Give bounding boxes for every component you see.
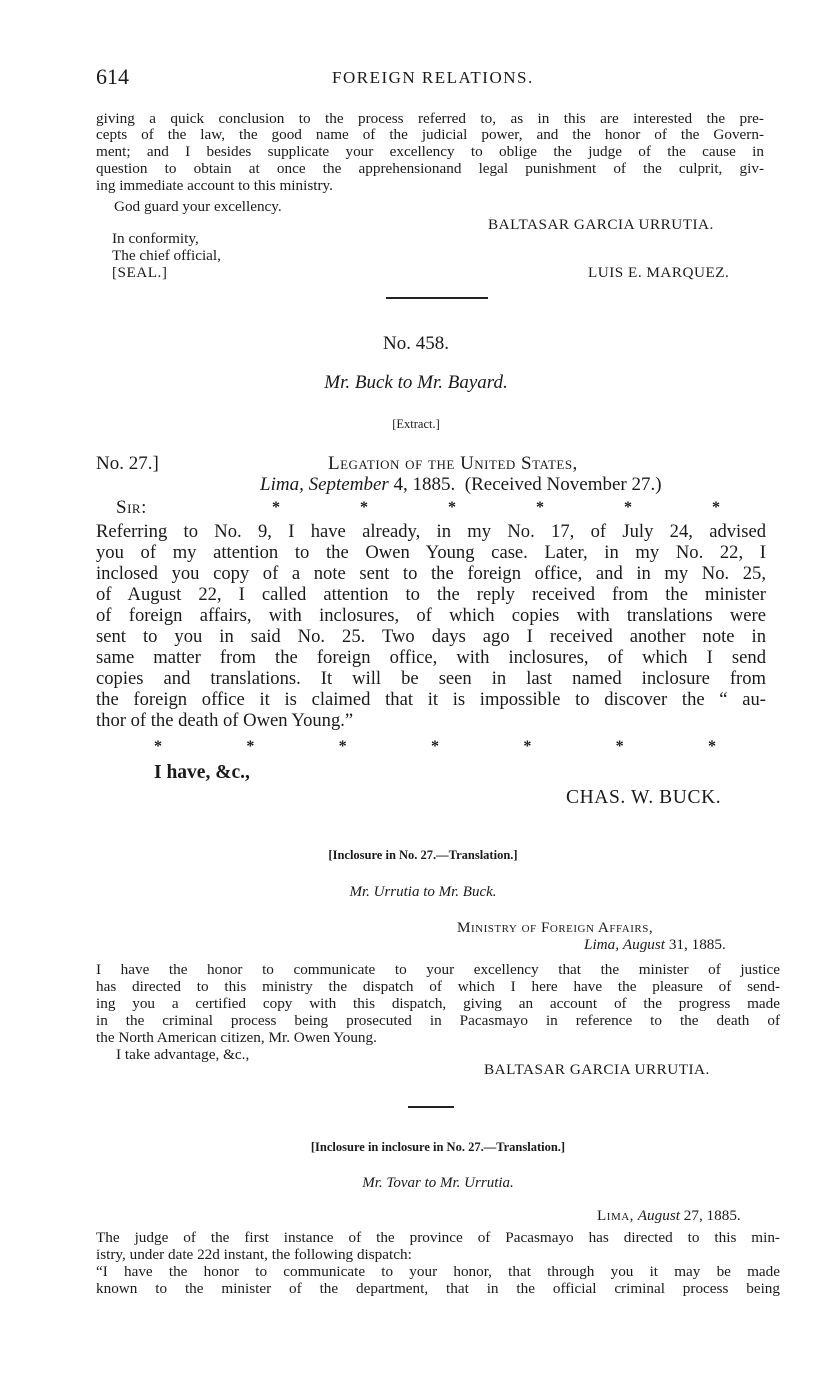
ellipsis-star: * (712, 499, 720, 516)
ellipsis-star: * (154, 738, 162, 755)
inclosure-2-dateline (597, 1207, 741, 1224)
body-line-9: the foreign office it is claimed that it is impossible to discover the “ au- (96, 689, 766, 710)
inclosure-1-heading: Mr. Urrutia to Mr. Buck. (349, 884, 497, 900)
ellipsis-star: * (523, 738, 532, 755)
dateline-place: Lima, (260, 474, 304, 495)
inclosure-2-quote-1: “I have the honor to communicate to your honor, that through you it may be made (96, 1263, 780, 1280)
dispatch-dateline (260, 474, 662, 496)
extract-label: [Extract.] (392, 417, 440, 431)
top-letter-line-4: question to obtain at once the apprehensionand legal punishment of the culprit, giv- (96, 160, 764, 177)
inclosure-1-line-3: ing you a certified copy with this dispatch, giving an account of the progress made (96, 995, 780, 1012)
attest-signature: LUIS E. MARQUEZ. (588, 264, 730, 281)
ellipsis-star: * (360, 499, 368, 516)
ellipsis-star: * (615, 738, 624, 755)
top-letter-signature: BALTASAR GARCIA URRUTIA. (488, 216, 714, 233)
inclosure-1-line-1: I have the honor to communicate to your excellency that the minister of justice (96, 961, 780, 978)
dispatch-closing: I have, &c., (154, 762, 250, 783)
inclosure-1-place: Lima, (584, 936, 620, 953)
inclosure-2-day-year: 27, 1885. (683, 1207, 741, 1224)
attest-chief-official: The chief official, (112, 247, 221, 264)
ellipsis-star: * (448, 499, 456, 516)
ellipsis-star: * (707, 738, 716, 755)
ellipsis-star: * (272, 499, 280, 516)
seal-mark: [SEAL.] (112, 264, 168, 281)
dateline-day-year: 4, 1885. (393, 474, 456, 495)
inclosure-2-quote-2: known to the minister of the department, that in the official criminal process being (96, 1280, 780, 1297)
body-line-7: same matter from the foreign office, with inclosures, of which I send (96, 647, 766, 668)
inclosure-2-label: [Inclosure in inclosure in No. 27.—Translation.] (310, 1140, 566, 1154)
inclosure-1-closing: I take advantage, &c., (116, 1046, 250, 1063)
body-line-2: you of my attention to the Owen Young case. Later, in my No. 22, I (96, 542, 766, 563)
ellipsis-star: * (338, 738, 347, 755)
body-line-3: inclosed you copy of a note sent to the foreign office, and in my No. 25, (96, 563, 766, 584)
body-last-line: thor of the death of Owen Young.” (96, 710, 354, 731)
document-number: No. 458. (383, 333, 449, 354)
inclosure-1-line-4: in the criminal process being prosecuted in Pacasmayo in reference to the death of (96, 1012, 780, 1029)
top-letter-line-3: ment; and I besides supplicate your excellency to oblige the judge of the cause in (96, 143, 764, 160)
top-letter-line-1: giving a quick conclusion to the process referred to, as in this are interested the pre- (96, 110, 764, 127)
body-line-6: sent to you in said No. 25. Two days ago I received another note in (96, 626, 766, 647)
page-number: 614 (96, 64, 129, 89)
inclosure-1-ministry: Ministry of Foreign Affairs, (457, 919, 654, 936)
inclosure-2-line-1: The judge of the first instance of the province of Pacasmayo has directed to this min- (96, 1229, 780, 1246)
ellipsis-star: * (246, 738, 255, 755)
salutation: Sir: (116, 497, 147, 518)
ellipsis-stars-closing (154, 738, 716, 756)
inclosure-1-dateline (584, 936, 726, 953)
inclosure-1-label: [Inclosure in No. 27.—Translation.] (328, 848, 518, 862)
inclosure-1-month: August (622, 936, 666, 953)
running-title: FOREIGN RELATIONS. (332, 68, 534, 87)
inclosure-1-line-2: has directed to this ministry the dispatch of which I here have the pleasure of send- (96, 978, 780, 995)
dispatch-number: No. 27.] (96, 453, 159, 474)
inclosure-2-place: Lima, (597, 1207, 634, 1224)
body-line-5: of foreign affairs, with inclosures, of which copies with translations were (96, 605, 766, 626)
inclosure-2-month: August (637, 1207, 680, 1224)
inclosure-1-day-year: 31, 1885. (668, 936, 726, 953)
inclosure-2-line-2: istry, under date 22d instant, the following dispatch: (96, 1246, 412, 1263)
ellipsis-star: * (536, 499, 544, 516)
section-divider-2 (408, 1106, 454, 1108)
inclosure-2-heading: Mr. Tovar to Mr. Urrutia. (362, 1175, 514, 1191)
ellipsis-stars-opening (272, 499, 720, 517)
legation-heading: Legation of the United States, (328, 453, 578, 474)
attest-conformity: In conformity, (112, 230, 199, 247)
top-letter-line-2: cepts of the law, the good name of the judicial power, and the honor of the Govern- (96, 126, 764, 143)
body-line-4: of August 22, I called attention to the reply received from the minister (96, 584, 766, 605)
section-divider (386, 297, 488, 299)
document-heading: Mr. Buck to Mr. Bayard. (324, 372, 508, 393)
inclosure-1-last-line: the North American citizen, Mr. Owen Young. (96, 1029, 377, 1046)
inclosure-1-signature: BALTASAR GARCIA URRUTIA. (484, 1061, 710, 1078)
dateline-month: September (308, 474, 389, 495)
body-line-8: copies and translations. It will be seen in last named inclosure from (96, 668, 766, 689)
ellipsis-star: * (430, 738, 439, 755)
dispatch-signature: CHAS. W. BUCK. (566, 787, 722, 808)
body-line-1: Referring to No. 9, I have already, in my No. 17, of July 24, advised (96, 521, 766, 542)
received-date: (Received November 27.) (464, 474, 662, 495)
ellipsis-star: * (624, 499, 632, 516)
top-letter-last-line: ing immediate account to this ministry. (96, 177, 333, 194)
top-letter-closing: God guard your excellency. (114, 198, 282, 215)
